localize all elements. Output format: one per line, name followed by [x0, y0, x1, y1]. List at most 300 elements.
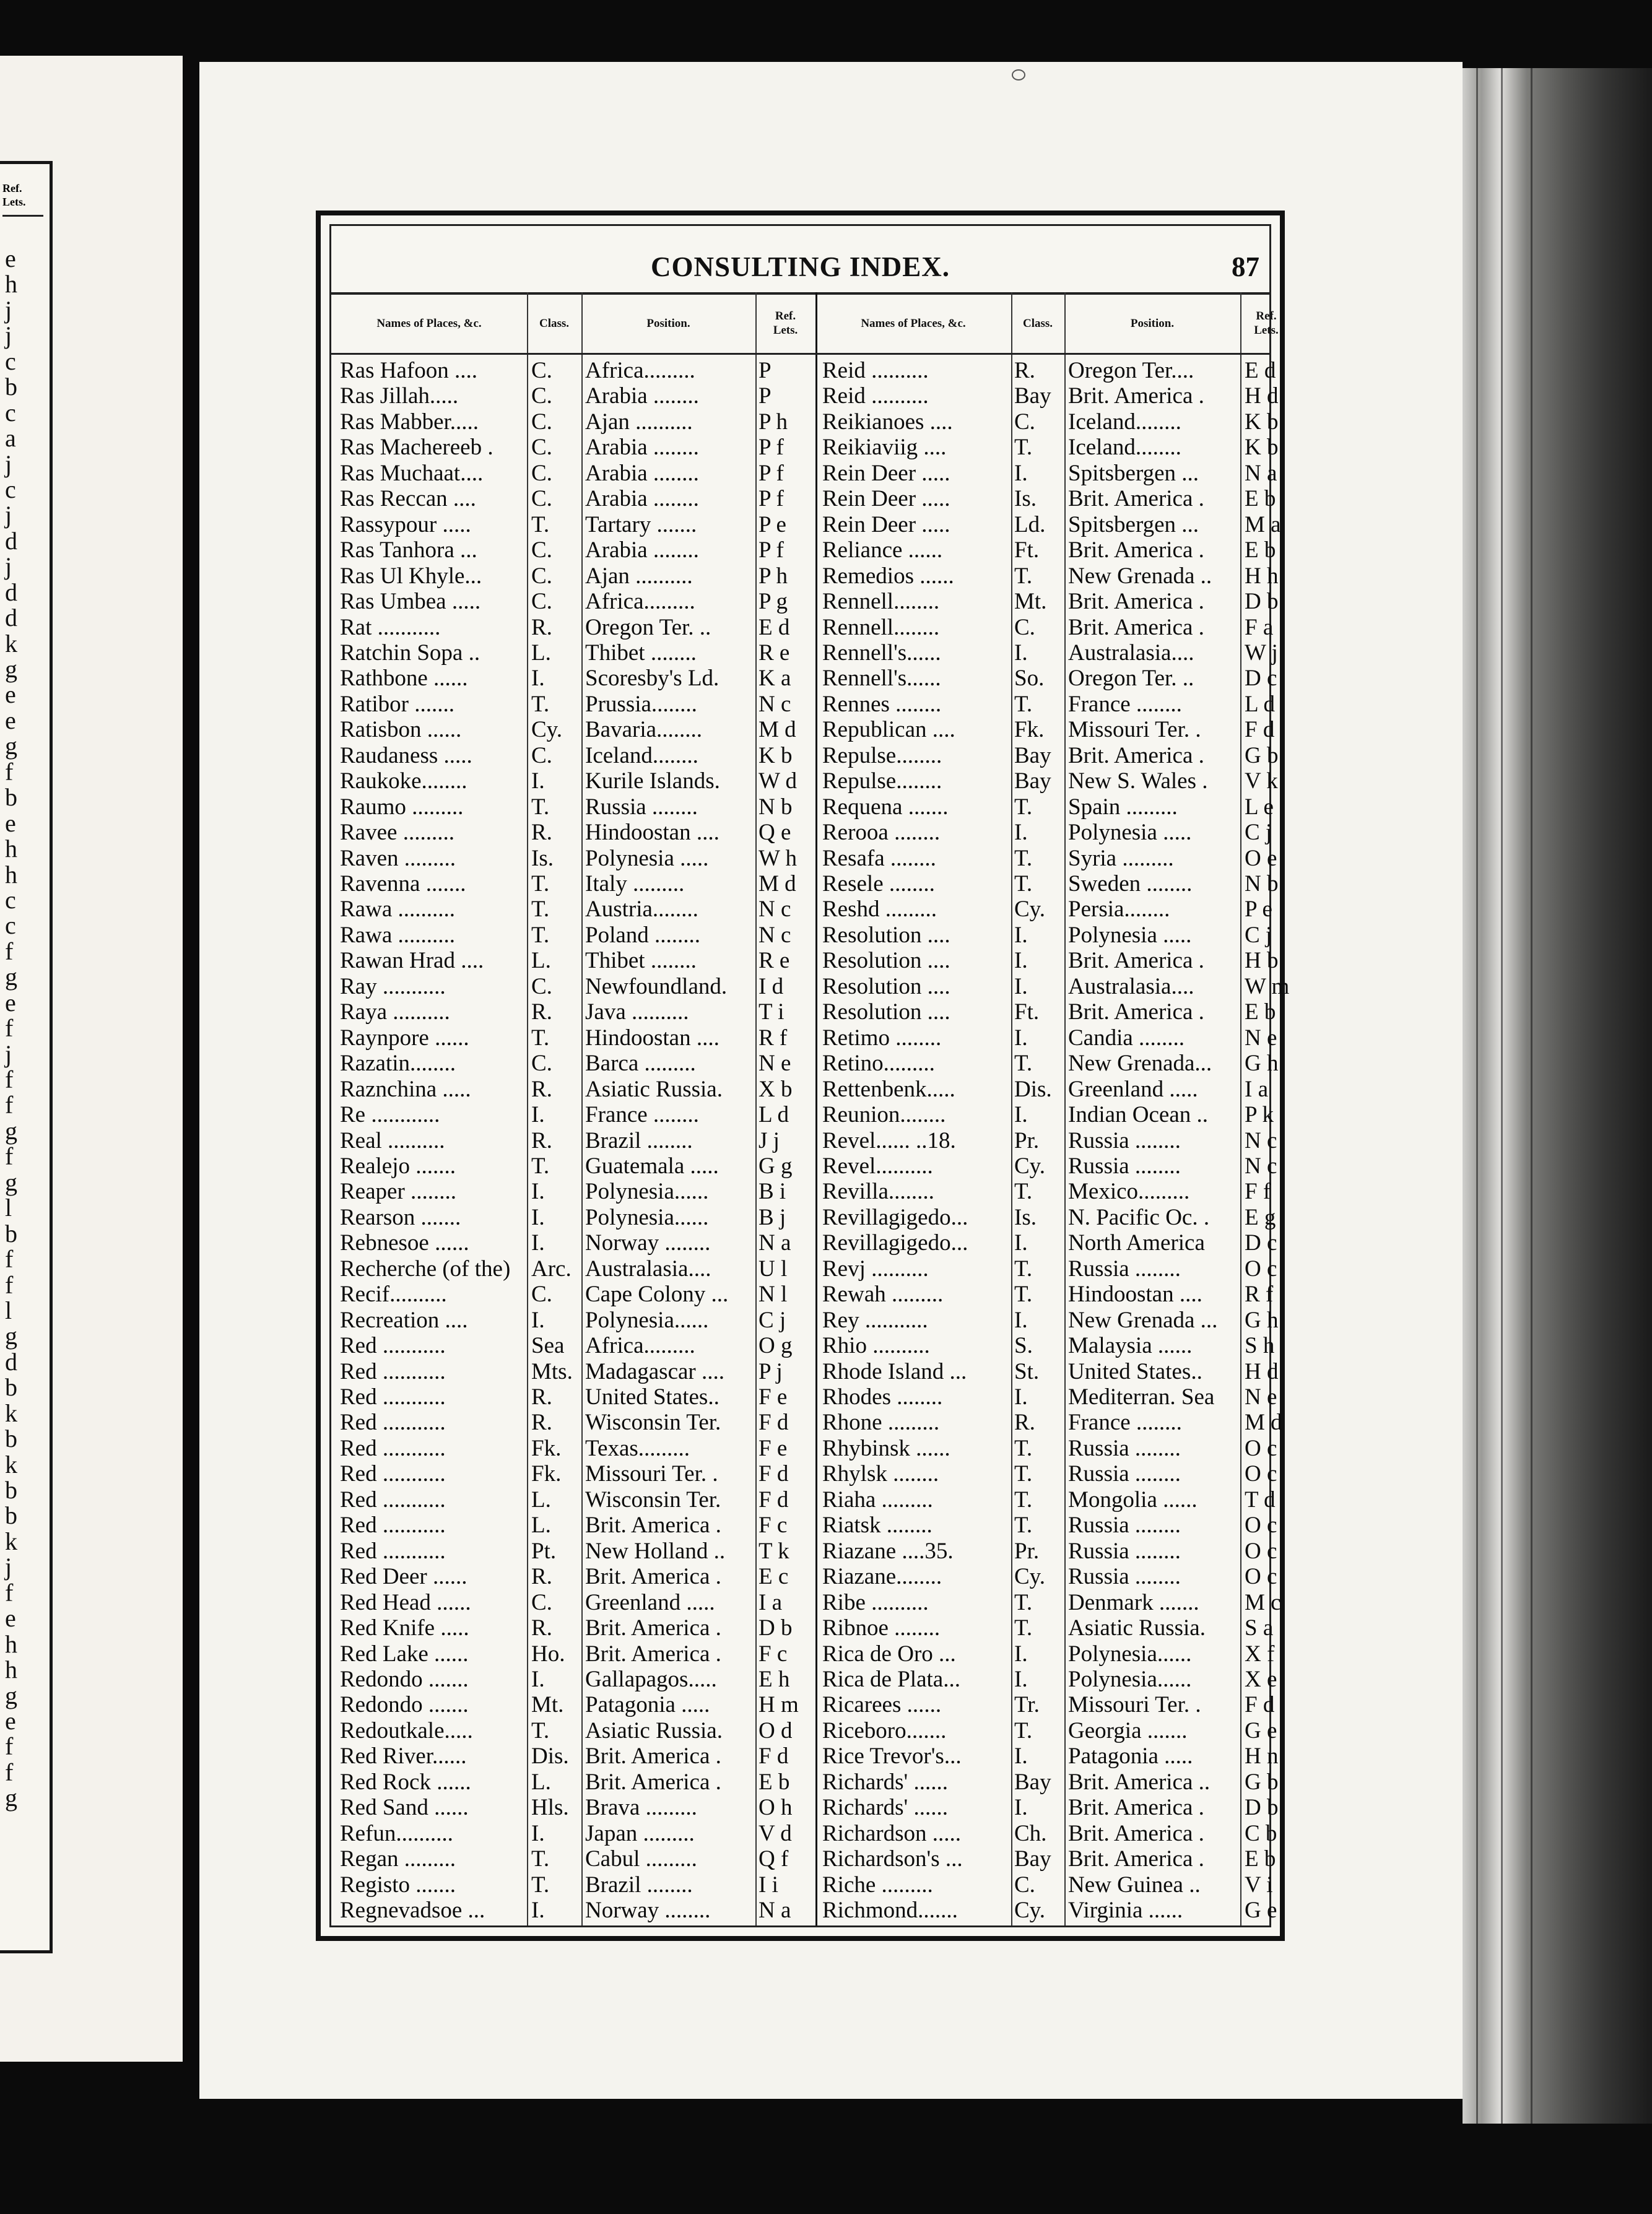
place-position: Polynesia ..... — [1068, 922, 1192, 948]
place-class: I. — [531, 1204, 545, 1230]
place-class: I. — [1014, 1307, 1028, 1333]
table-row — [331, 460, 1277, 486]
reference-letters: W j — [1245, 640, 1278, 666]
place-name: Retimo ........ — [822, 1025, 942, 1051]
place-class: I. — [531, 768, 545, 794]
previous-page-ref-letter: b — [5, 1501, 17, 1530]
previous-page-ref-letter: j — [5, 501, 12, 529]
place-class: Is. — [1014, 1204, 1037, 1230]
reference-letters: C j — [1245, 922, 1272, 948]
place-name: Richardson ..... — [822, 1820, 962, 1846]
place-position: Poland ........ — [585, 922, 701, 948]
place-name: Rein Deer ..... — [822, 460, 950, 486]
previous-page-ref-letter: h — [5, 860, 17, 888]
place-class: I. — [531, 1898, 545, 1923]
place-position: United States.. — [1068, 1358, 1202, 1384]
table-row — [331, 383, 1279, 409]
place-class: T. — [1014, 1256, 1033, 1282]
place-class: C. — [531, 486, 552, 512]
place-position: Georgia ....... — [1068, 1717, 1188, 1743]
place-name: Rey ........... — [822, 1307, 928, 1333]
table-row — [331, 1564, 1277, 1590]
place-position: Spain ......... — [1068, 794, 1178, 820]
reference-letters: N l — [759, 1282, 788, 1308]
spine-edge-line — [1531, 68, 1532, 2124]
place-position: Asiatic Russia. — [1068, 1615, 1206, 1641]
place-position: Barca ......... — [585, 1051, 696, 1077]
reference-letters: N c — [1245, 1127, 1277, 1153]
previous-page-ref-letter: f — [5, 1142, 14, 1171]
place-position: Russia ........ — [1068, 1435, 1181, 1461]
place-position: Denmark ....... — [1068, 1589, 1199, 1615]
place-class: R. — [531, 1384, 552, 1410]
place-class: C. — [531, 383, 552, 409]
place-name: Realejo ....... — [340, 1153, 456, 1179]
previous-page-ref-letter: e — [5, 988, 16, 1017]
place-name: Red ........... — [340, 1358, 446, 1384]
reference-letters: U l — [759, 1256, 788, 1282]
place-position: Prussia........ — [585, 691, 697, 717]
previous-page-ref-letter: f — [5, 1245, 14, 1274]
reference-letters: M d — [759, 717, 796, 743]
spine-edge-line — [1501, 68, 1503, 2124]
place-class: I. — [1014, 948, 1028, 974]
place-position: Polynesia...... — [585, 1307, 709, 1333]
place-position: Polynesia ..... — [1068, 820, 1192, 846]
place-class: C. — [531, 1051, 552, 1077]
place-position: Greenland ..... — [585, 1589, 715, 1615]
place-position: Norway ........ — [585, 1230, 711, 1256]
place-class: Dis. — [531, 1743, 569, 1769]
reference-letters: P k — [1245, 1102, 1274, 1128]
table-row — [331, 1461, 1277, 1487]
place-class: T. — [531, 511, 550, 537]
place-name: Redondo ....... — [340, 1666, 469, 1692]
place-position: United States.. — [585, 1384, 719, 1410]
previous-page-ref-letter: c — [5, 885, 16, 914]
place-name: Reliance ...... — [822, 537, 943, 563]
reference-letters: F f — [1245, 1179, 1271, 1205]
place-name: Rawa .......... — [340, 896, 455, 922]
place-class: T. — [531, 1872, 550, 1898]
place-position: N. Pacific Oc. . — [1068, 1204, 1210, 1230]
place-class: Ch. — [1014, 1820, 1047, 1846]
place-position: Africa......... — [585, 1333, 695, 1359]
table-row — [331, 845, 1277, 871]
place-class: T. — [531, 922, 550, 948]
reference-letters: Q f — [759, 1846, 789, 1872]
place-class: I. — [1014, 1795, 1028, 1821]
place-class: Hls. — [531, 1795, 569, 1821]
place-position: Russia ........ — [1068, 1538, 1181, 1564]
place-name: Ras Umbea ..... — [340, 589, 481, 615]
place-position: Brit. America . — [1068, 589, 1204, 615]
reference-letters: T d — [1245, 1487, 1276, 1513]
place-position: Thibet ........ — [585, 948, 697, 974]
header-ref-line2: Lets. — [1254, 324, 1279, 337]
header-rule — [331, 353, 1269, 355]
reference-letters: E b — [1245, 999, 1276, 1025]
place-name: Richardson's ... — [822, 1846, 963, 1872]
reference-letters: G e — [1245, 1898, 1277, 1923]
index-table-frame — [316, 211, 1290, 1941]
reference-letters: P — [759, 358, 772, 383]
previous-page-ref-letter: a — [5, 424, 16, 453]
place-name: Reunion........ — [822, 1102, 946, 1128]
reference-letters: O g — [759, 1333, 793, 1359]
previous-page-ref-letter: f — [5, 1066, 14, 1093]
place-position: Russia ........ — [1068, 1127, 1181, 1153]
reference-letters: E c — [759, 1564, 789, 1590]
header-ref-line1: Ref. — [775, 310, 796, 323]
reference-letters: E h — [759, 1666, 790, 1692]
place-class: T. — [1014, 691, 1033, 717]
header-ref-line1: Ref. — [1256, 310, 1277, 323]
reference-letters: N a — [1245, 460, 1277, 486]
table-row — [331, 742, 1279, 768]
place-class: Cy. — [1014, 896, 1046, 922]
place-position: Brava ......... — [585, 1795, 697, 1821]
previous-page-ref-header — [2, 164, 43, 217]
place-position: Russia ........ — [1068, 1256, 1181, 1282]
place-name: Rebnesoe ...... — [340, 1230, 469, 1256]
place-position: Wisconsin Ter. — [585, 1410, 721, 1436]
place-name: Raynpore ...... — [340, 1025, 469, 1051]
previous-page-ref-letter: h — [5, 270, 17, 298]
place-class: Mt. — [531, 1692, 564, 1718]
place-class: C. — [531, 589, 552, 615]
place-name: Reikiaviig .... — [822, 435, 947, 461]
reference-letters: L d — [1245, 691, 1275, 717]
place-class: T. — [1014, 871, 1033, 896]
previous-page-table — [0, 161, 53, 1953]
place-position: France ........ — [1068, 691, 1182, 717]
place-class: Pr. — [1014, 1538, 1040, 1564]
header-ref-right — [1240, 295, 1292, 351]
place-name: Red ........... — [340, 1410, 446, 1436]
place-name: Redondo ....... — [340, 1692, 469, 1718]
place-class: R. — [531, 1410, 552, 1436]
place-position: New Grenada ... — [1068, 1307, 1218, 1333]
place-name: Requena ....... — [822, 794, 949, 820]
table-row — [331, 871, 1279, 896]
place-class: I. — [1014, 1384, 1028, 1410]
previous-page-ref-letter: f — [5, 1758, 14, 1786]
place-class: Bay — [1014, 1769, 1051, 1795]
place-class: R. — [531, 1615, 552, 1641]
table-row — [331, 1692, 1275, 1718]
place-class: Ft. — [1014, 999, 1040, 1025]
table-row — [331, 999, 1276, 1025]
place-class: Bay — [1014, 768, 1051, 794]
reference-letters: O h — [759, 1795, 793, 1821]
place-name: Rennell's...... — [822, 666, 941, 692]
place-class: I. — [531, 1307, 545, 1333]
previous-page-ref-letter: k — [5, 1527, 17, 1555]
previous-page-ref-letter: h — [5, 835, 17, 863]
reference-letters: W m — [1245, 973, 1290, 999]
reference-letters: N a — [759, 1230, 791, 1256]
reference-letters: T i — [759, 999, 785, 1025]
reference-letters: O c — [1245, 1538, 1277, 1564]
place-class: St. — [1014, 1358, 1040, 1384]
place-name: Razatin........ — [340, 1051, 456, 1077]
place-name: Rennes ........ — [822, 691, 942, 717]
place-position: Polynesia...... — [1068, 1641, 1192, 1667]
place-position: New Holland .. — [585, 1538, 726, 1564]
place-name: Ribnoe ........ — [822, 1615, 941, 1641]
place-name: Rennell's...... — [822, 640, 941, 666]
place-position: Mongolia ...... — [1068, 1487, 1198, 1513]
place-class: T. — [531, 1025, 550, 1051]
reference-letters: R e — [759, 948, 790, 974]
place-position: Russia ........ — [1068, 1153, 1181, 1179]
place-position: Arabia ........ — [585, 435, 699, 461]
reference-letters: X e — [1245, 1666, 1277, 1692]
header-class-right: Class. — [1022, 316, 1053, 330]
previous-page-ref-letter: b — [5, 783, 17, 812]
place-position: Hindoostan .... — [1068, 1282, 1202, 1308]
reference-letters: H h — [1245, 563, 1279, 589]
place-class: R. — [531, 1076, 552, 1102]
place-position: Hindoostan .... — [585, 820, 719, 846]
place-position: Russia ........ — [1068, 1461, 1181, 1487]
table-row — [331, 1256, 1277, 1282]
reference-letters: N e — [1245, 1384, 1277, 1410]
place-position: Italy ......... — [585, 871, 685, 896]
page-number: 87 — [1232, 251, 1259, 282]
place-position: Malaysia ...... — [1068, 1333, 1193, 1359]
place-position: Brit. America . — [585, 1564, 721, 1590]
previous-page-ref-letter: d — [5, 578, 17, 606]
previous-page-ref-letter: j — [5, 1040, 12, 1068]
place-position: Japan ......... — [585, 1820, 695, 1846]
place-name: Regan ......... — [340, 1846, 456, 1872]
previous-page-ref-letter: j — [5, 449, 12, 478]
header-position-right: Position. — [1130, 316, 1175, 330]
place-name: Ratisbon ...... — [340, 717, 462, 743]
place-position: Scoresby's Ld. — [585, 666, 719, 692]
place-name: Resolution .... — [822, 999, 950, 1025]
place-position: Patagonia ..... — [1068, 1743, 1193, 1769]
reference-letters: F d — [759, 1743, 789, 1769]
place-class: R. — [531, 614, 552, 640]
place-name: Rennell........ — [822, 589, 940, 615]
place-class: Ho. — [531, 1641, 565, 1667]
place-position: Polynesia...... — [585, 1204, 709, 1230]
previous-page-ref-letter: g — [5, 1681, 17, 1709]
previous-page-ref-letter: b — [5, 373, 17, 401]
previous-page-ref-letter: f — [5, 1732, 14, 1761]
page-title: CONSULTING INDEX. — [651, 251, 950, 282]
table-row — [331, 1025, 1277, 1051]
place-class: Bay — [1014, 1846, 1051, 1872]
place-class: T. — [531, 1153, 550, 1179]
place-name: Rhylsk ........ — [822, 1461, 939, 1487]
place-class: Sea — [531, 1333, 565, 1359]
place-name: Rettenbenk..... — [822, 1076, 955, 1102]
table-row — [331, 1384, 1277, 1410]
place-name: Rawan Hrad .... — [340, 948, 484, 974]
table-row — [331, 1487, 1276, 1513]
reference-letters: E b — [1245, 486, 1276, 512]
place-name: Rearson ....... — [340, 1204, 461, 1230]
place-position: Australasia.... — [1068, 973, 1194, 999]
reference-letters: L e — [1245, 794, 1274, 820]
place-name: Rein Deer ..... — [822, 486, 950, 512]
place-position: Africa......... — [585, 589, 695, 615]
previous-page-ref-letter: j — [5, 1553, 12, 1581]
reference-letters: N b — [1245, 871, 1279, 896]
previous-page-ref-letter: g — [5, 732, 17, 760]
table-row — [331, 640, 1278, 666]
table-row — [331, 794, 1274, 820]
place-name: Revel...... ..18. — [822, 1127, 956, 1153]
previous-page-ref-letter: f — [5, 757, 14, 786]
place-position: Arabia ........ — [585, 486, 699, 512]
place-position: Patagonia ..... — [585, 1692, 710, 1718]
place-position: Iceland........ — [1068, 409, 1181, 435]
place-position: Norway ........ — [585, 1898, 711, 1923]
previous-page-ref-letter: j — [5, 295, 12, 324]
place-class: C. — [1014, 1872, 1035, 1898]
place-position: France ........ — [1068, 1410, 1182, 1436]
place-position: Madagascar .... — [585, 1358, 724, 1384]
place-name: Rerooa ........ — [822, 820, 941, 846]
reference-letters: M d — [759, 871, 796, 896]
place-position: Russia ........ — [1068, 1564, 1181, 1590]
place-class: T. — [1014, 1589, 1033, 1615]
place-position: New Grenada... — [1068, 1051, 1212, 1077]
place-class: I. — [1014, 1230, 1028, 1256]
place-class: T. — [1014, 1461, 1033, 1487]
place-class: I. — [1014, 820, 1028, 846]
place-name: Registo ....... — [340, 1872, 456, 1898]
place-name: Rice Trevor's... — [822, 1743, 962, 1769]
place-name: Redoutkale..... — [340, 1717, 473, 1743]
place-name: Ras Ul Khyle... — [340, 563, 482, 589]
table-row — [331, 1077, 1269, 1102]
header-position-left: Position. — [646, 316, 690, 330]
table-row — [331, 1795, 1279, 1821]
place-name: Riaha ......... — [822, 1487, 933, 1513]
table-row — [331, 1230, 1277, 1256]
place-position: Mexico......... — [1068, 1179, 1190, 1205]
reference-letters: O e — [1245, 845, 1277, 871]
place-position: Brit. America . — [1068, 999, 1204, 1025]
place-name: Reshd ......... — [822, 896, 937, 922]
table-row — [331, 896, 1272, 922]
place-name: Repulse........ — [822, 742, 942, 768]
reference-letters: F e — [759, 1435, 788, 1461]
place-position: Ajan .......... — [585, 409, 693, 435]
place-class: T. — [1014, 435, 1033, 461]
table-row — [331, 1538, 1277, 1564]
place-class: T. — [1014, 1435, 1033, 1461]
reference-letters: C j — [759, 1307, 786, 1333]
place-name: Red ........... — [340, 1384, 446, 1410]
place-class: C. — [1014, 614, 1035, 640]
reference-letters: I d — [759, 973, 784, 999]
table-row — [331, 1127, 1277, 1153]
place-class: Ld. — [1014, 511, 1046, 537]
place-name: Red Sand ...... — [340, 1795, 469, 1821]
place-position: Missouri Ter. . — [585, 1461, 718, 1487]
reference-letters: P g — [759, 589, 788, 615]
place-class: I. — [1014, 460, 1028, 486]
place-class: I. — [1014, 1666, 1028, 1692]
reference-letters: I a — [1245, 1076, 1268, 1102]
previous-page-ref-letter: g — [5, 1116, 17, 1145]
place-name: Ravee ......... — [340, 820, 454, 846]
place-name: Raznchina ..... — [340, 1076, 471, 1102]
reference-letters: H n — [1245, 1743, 1279, 1769]
place-class: I. — [1014, 922, 1028, 948]
previous-page-ref-letters — [5, 246, 48, 1811]
place-class: C. — [531, 563, 552, 589]
reference-letters: M d — [1245, 1410, 1282, 1436]
place-position: France ........ — [585, 1102, 699, 1128]
place-name: Revilla........ — [822, 1179, 934, 1205]
place-name: Ras Hafoon .... — [340, 358, 477, 383]
place-position: Cabul ......... — [585, 1846, 697, 1872]
reference-letters: H m — [759, 1692, 799, 1718]
place-name: Recif.......... — [340, 1282, 447, 1308]
place-position: Brit. America . — [1068, 486, 1204, 512]
place-name: Resolution .... — [822, 973, 950, 999]
table-row — [331, 435, 1279, 461]
place-name: Revel.......... — [822, 1153, 933, 1179]
reference-letters: D c — [1245, 666, 1277, 692]
reference-letters: P e — [1245, 896, 1272, 922]
place-position: Greenland ..... — [1068, 1076, 1198, 1102]
place-name: Resafa ........ — [822, 845, 936, 871]
place-class: S. — [1014, 1333, 1033, 1359]
table-row — [331, 1743, 1279, 1769]
previous-page-ref-letter: c — [5, 398, 16, 427]
place-position: North America — [1068, 1230, 1205, 1256]
previous-page-ref-letter: d — [5, 526, 17, 555]
place-class: T. — [531, 1846, 550, 1872]
reference-letters: P e — [759, 511, 786, 537]
place-class: Tr. — [1014, 1692, 1040, 1718]
reference-letters: P h — [759, 563, 788, 589]
reference-letters: E d — [759, 614, 790, 640]
previous-page-ref-letter: c — [5, 911, 16, 940]
place-position: Brit. America . — [1068, 1820, 1204, 1846]
place-class: L. — [531, 1487, 551, 1513]
previous-page-ref-letter: g — [5, 1168, 17, 1196]
reference-letters: E b — [1245, 537, 1276, 563]
place-name: Rewah ......... — [822, 1282, 944, 1308]
place-name: Ras Reccan .... — [340, 486, 476, 512]
place-name: Rhode Island ... — [822, 1358, 967, 1384]
place-position: Brit. America . — [585, 1743, 721, 1769]
title-rule — [331, 292, 1269, 295]
place-position: Iceland........ — [585, 742, 698, 768]
place-position: Syria ......... — [1068, 845, 1174, 871]
reference-letters: M a — [1245, 511, 1281, 537]
place-position: Thibet ........ — [585, 640, 697, 666]
page-ornament — [1012, 69, 1025, 80]
place-class: Fk. — [531, 1435, 562, 1461]
place-class: C. — [531, 1282, 552, 1308]
place-class: R. — [1014, 358, 1035, 383]
place-class: T. — [1014, 563, 1033, 589]
header-class-left: Class. — [539, 316, 570, 330]
reference-letters: O c — [1245, 1513, 1277, 1539]
place-position: Gallapagos..... — [585, 1666, 717, 1692]
